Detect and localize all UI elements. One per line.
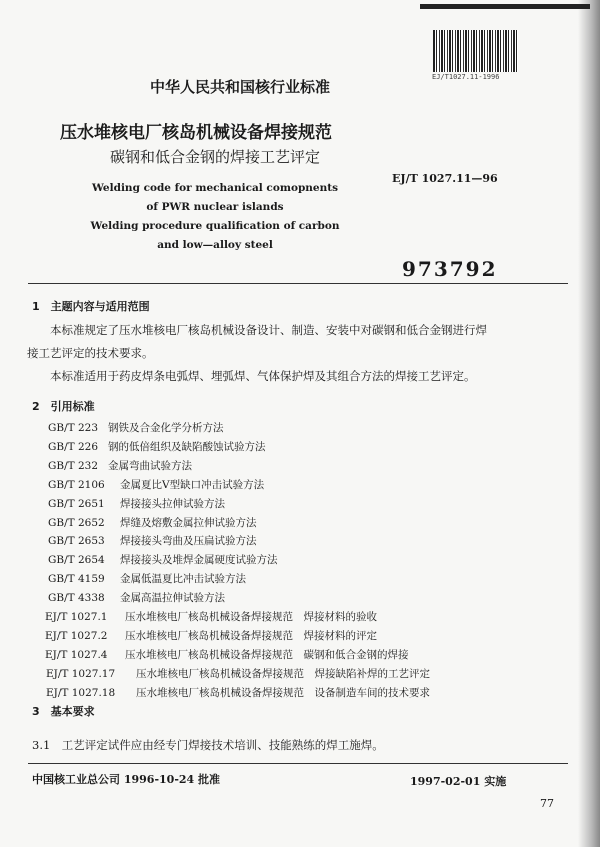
reference-item [48, 590, 225, 605]
reference-title: 金属低温夏比冲击试验方法 [120, 573, 246, 586]
reference-code: GB/T 2654 [48, 554, 105, 567]
clause-3-1: 3.1 工艺评定试件应由经专门焊接技术培训、技能熟练的焊工施焊。 [32, 738, 384, 752]
section-3-heading: 3 基本要求 [32, 705, 95, 718]
reference-code: EJ/T 1027.2 [45, 629, 108, 642]
reference-item [45, 647, 409, 662]
barcode-text: EJ/T1027.11-1996 [432, 73, 500, 81]
paragraph: 本标准适用于药皮焊条电弧焊、埋弧焊、气体保护焊及其组合方法的焊接工艺评定。 [50, 369, 476, 383]
english-title-line: Welding code for mechanical comopnents [92, 182, 338, 194]
reference-code: GB/T 226 [48, 440, 99, 453]
paragraph: 接工艺评定的技术要求。 [27, 346, 154, 360]
divider [28, 283, 568, 284]
english-title-line: of PWR nuclear islands [146, 201, 284, 213]
reference-item [48, 496, 225, 511]
reference-title: 钢的低倍组织及缺陷酸蚀试验方法 [108, 440, 266, 453]
effective-date: 1997-02-01 实施 [410, 775, 507, 788]
reference-title: 焊接接头弯曲及压扁试验方法 [120, 535, 257, 548]
reference-title: 压水堆核电厂核岛机械设备焊接规范 焊接材料的评定 [125, 629, 377, 642]
reference-code: GB/T 2106 [48, 478, 105, 491]
page-number: 77 [540, 797, 554, 810]
english-title-line: Welding procedure qualification of carbon [90, 220, 340, 232]
reference-item [48, 439, 266, 454]
standard-code: EJ/T 1027.11—96 [392, 172, 498, 185]
barcode [433, 30, 518, 72]
reference-item [45, 609, 377, 624]
divider [28, 763, 568, 764]
subtitle: 碳钢和低合金钢的焊接工艺评定 [110, 148, 321, 166]
reference-code: EJ/T 1027.17 [46, 667, 116, 680]
reference-title: 焊接接头拉伸试验方法 [120, 497, 225, 510]
reference-title: 压水堆核电厂核岛机械设备焊接规范 焊接缺陷补焊的工艺评定 [136, 667, 430, 680]
reference-item [48, 571, 246, 586]
reference-item [48, 552, 278, 567]
reference-code: EJ/T 1027.18 [46, 686, 116, 699]
reference-code: GB/T 2652 [48, 516, 105, 529]
reference-title: 焊缝及熔敷金属拉伸试验方法 [120, 516, 257, 529]
reference-title: 金属弯曲试验方法 [108, 459, 192, 472]
section-2-heading: 2 引用标准 [32, 400, 95, 413]
paragraph: 本标准规定了压水堆核电厂核岛机械设备设计、制造、安装中对碳钢和低合金钢进行焊 [50, 323, 487, 337]
reference-title: 压水堆核电厂核岛机械设备焊接规范 焊接材料的验收 [125, 611, 377, 623]
scan-border [420, 4, 590, 9]
reference-code: EJ/T 1027.4 [45, 648, 108, 661]
section-1-heading: 1 主题内容与适用范围 [32, 300, 150, 313]
reference-code: GB/T 2653 [48, 535, 105, 548]
reference-code: GB/T 223 [48, 422, 99, 434]
reference-item [48, 477, 264, 492]
reference-item [45, 628, 377, 643]
reference-item [48, 420, 224, 435]
reference-item [48, 515, 257, 530]
scan-edge [578, 0, 600, 847]
reference-code: GB/T 2651 [48, 497, 105, 510]
english-title-line: and low—alloy steel [157, 239, 273, 251]
title: 压水堆核电厂核岛机械设备焊接规范 [60, 123, 332, 143]
reference-item [48, 533, 257, 548]
header: 中华人民共和国核行业标准 [149, 78, 330, 96]
reference-title: 焊接接头及堆焊金属硬度试验方法 [120, 554, 278, 567]
reference-title: 金属夏比V型缺口冲击试验方法 [120, 478, 265, 491]
reference-title: 压水堆核电厂核岛机械设备焊接规范 设备制造车间的技术要求 [136, 686, 430, 699]
reference-title: 压水堆核电厂核岛机械设备焊接规范 碳钢和低合金钢的焊接 [125, 648, 409, 661]
approval-date: 中国核工业总公司 1996-10-24 批准 [32, 773, 221, 786]
reference-code: GB/T 232 [48, 459, 99, 472]
reference-code: GB/T 4338 [48, 592, 105, 605]
reference-item [46, 666, 430, 681]
reference-code: GB/T 4159 [48, 573, 105, 586]
reference-item [48, 458, 192, 473]
reference-item [46, 685, 430, 700]
reference-code: EJ/T 1027.1 [45, 611, 108, 623]
reference-title: 钢铁及合金化学分析方法 [108, 422, 224, 434]
reference-title: 金属高温拉伸试验方法 [120, 592, 225, 605]
serial-number: 973792 [402, 257, 498, 281]
